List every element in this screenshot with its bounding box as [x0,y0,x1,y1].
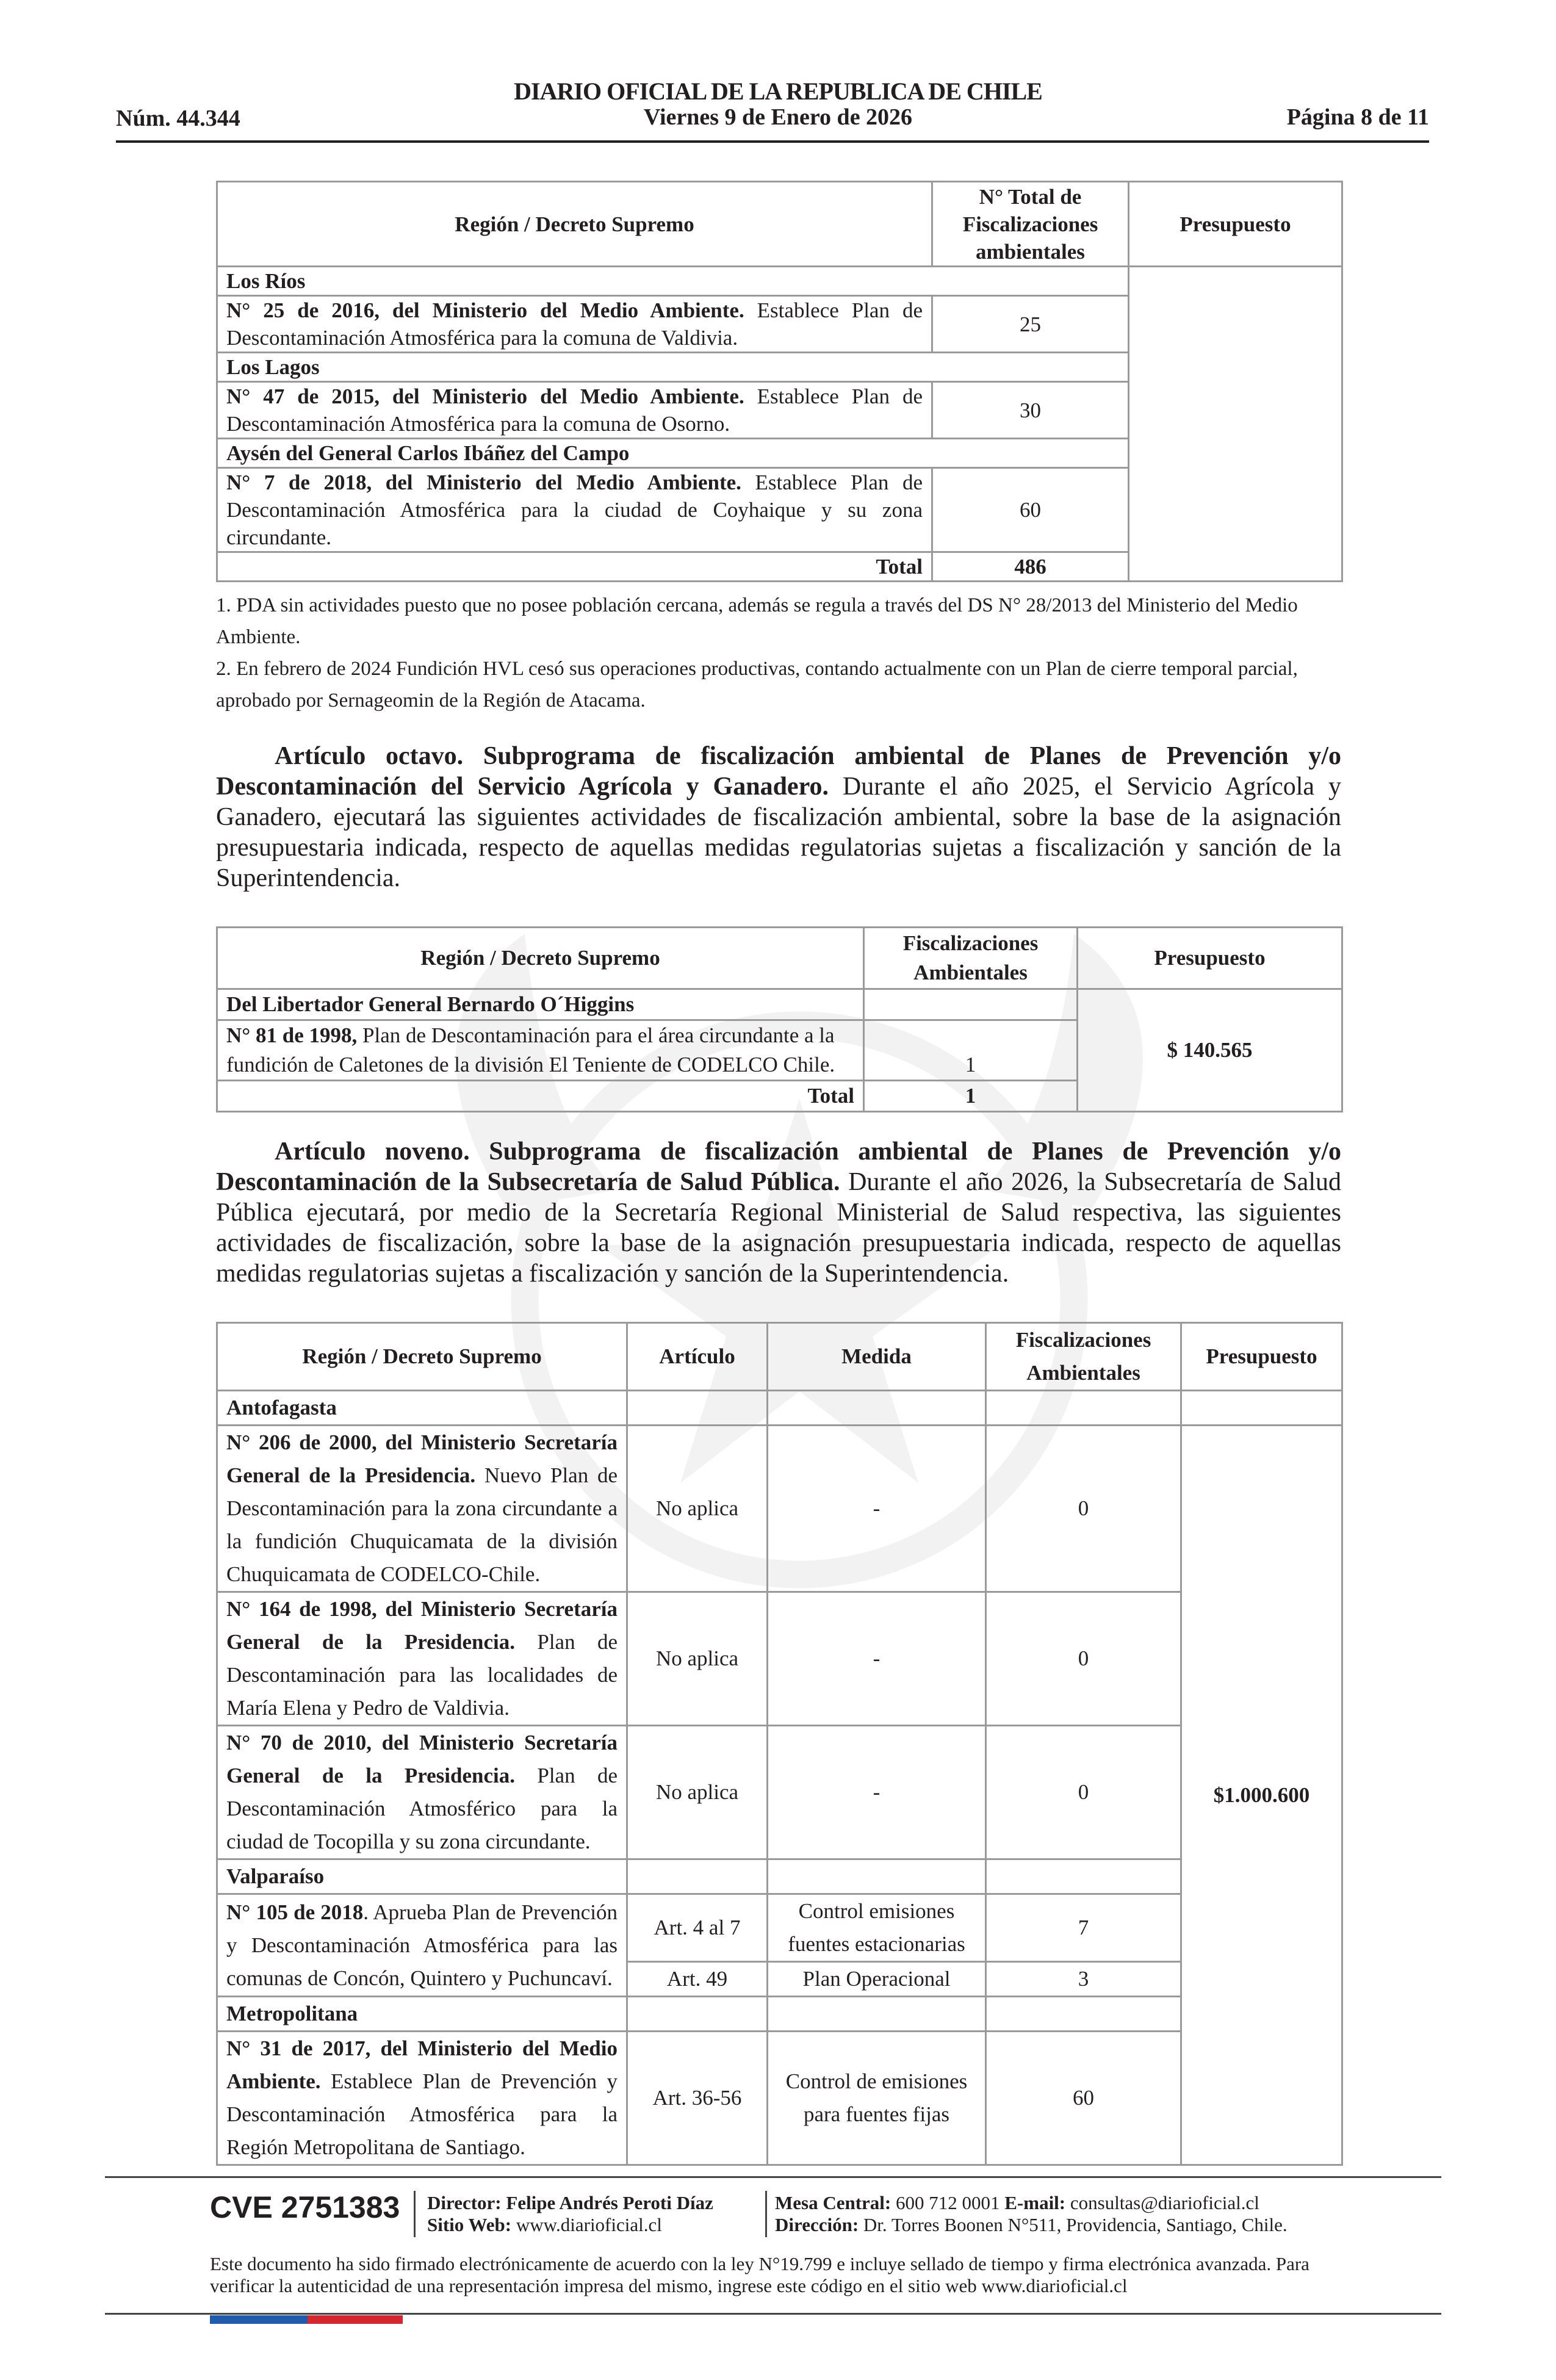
flag-red-bar [308,2315,403,2324]
flag-blue-bar [210,2315,308,2324]
count-cell: 25 [932,296,1129,353]
table-fiscalizaciones-smas [216,181,1343,582]
count-cell: 0 [986,1726,1181,1859]
table-header-fiscalizaciones: Fiscalizaciones Ambientales [864,928,1078,989]
budget-cell: $1.000.600 [1181,1426,1342,2165]
note-1: 1. PDA sin actividades puesto que no posee población cercana, además se regula a través del DS N° 28/2013 del Ministerio del Medio Ambiente. [216,594,1298,648]
table-notes [216,590,1341,716]
region-row: Los Lagos [217,353,1129,382]
empty-cell [864,989,1078,1020]
article-noveno: Artículo noveno. Subprograma de fiscalización ambiental de Planes de Prevención y/o Descontaminación de la Subsecretaría de Salud Pública. Durante el año 2026, la Subsecretaría de Salud Pública ejecutará, por medio de la Secretaría Regional Ministerial de Salud respectiva, las siguientes actividades de fiscalización, sobre la base de la asignación presupuestaria indicada, respecto de aquellas medidas regulatorias sujetas a fiscalización y sanción de la Superintendencia. [216,1138,1341,1288]
decree-cell: N° 47 de 2015, del Ministerio del Medio Ambiente. Establece Plan de Descontaminación Atmosférica para la comuna de Osorno. [217,382,932,439]
count-cell: 3 [986,1962,1181,1997]
issue-date: Viernes 9 de Enero de 2026 [643,104,913,130]
decree-cell: N° 81 de 1998, Plan de Descontaminación para el área circundante a la fundición de Caletones de la división El Teniente de CODELCO Chile. [217,1020,864,1081]
region-row: Aysén del General Carlos Ibáñez del Campo [217,439,1129,468]
table-header-region: Región / Decreto Supremo [217,1323,627,1391]
cve-code: CVE 2751383 [210,2190,400,2224]
budget-cell: $ 140.565 [1078,989,1342,1112]
article-cell: No aplica [627,1426,768,1592]
newspaper-title: DIARIO OFICIAL DE LA REPUBLICA DE CHILE [514,78,1042,105]
total-value: 1 [864,1081,1078,1112]
count-cell: 60 [986,2032,1181,2165]
header-divider [116,140,1429,143]
measure-cell: Control emisiones fuentes estacionarias [768,1894,986,1962]
region-row: Los Ríos [217,267,1129,296]
measure-cell: - [768,1726,986,1859]
total-label: Total [217,1081,864,1112]
total-value: 486 [932,552,1129,582]
email-link[interactable]: consultas@diarioficial.cl [1070,2192,1259,2213]
count-cell: 0 [986,1426,1181,1592]
article-cell: Art. 49 [627,1962,768,1997]
footer-director-block: Director: Felipe Andrés Peroti Díaz Sitio Web: www.diarioficial.cl [427,2192,713,2235]
region-row: Antofagasta [217,1391,627,1426]
table-header-budget: Presupuesto [1078,928,1342,989]
total-label: Total [217,552,932,582]
article-cell: No aplica [627,1726,768,1859]
article-octavo: Artículo octavo. Subprograma de fiscalización ambiental de Planes de Prevención y/o Descontaminación del Servicio Agrícola y Ganadero. Durante el año 2025, el Servicio Agrícola y Ganadero, ejecutará las siguientes actividades de fiscalización ambiental, sobre la base de la asignación presupuestaria indicada, respecto de aquellas medidas regulatorias sujetas a fiscalización y sanción de la Superintendencia. [216,742,1342,892]
measure-cell: - [768,1426,986,1592]
table-header-region: Región / Decreto Supremo [217,182,932,267]
table-header-article: Artículo [627,1323,768,1391]
count-cell: 0 [986,1592,1181,1726]
footer-separator [765,2191,767,2237]
region-row: Valparaíso [217,1859,627,1894]
footer-divider-bottom [105,2313,1441,2315]
website-link[interactable]: www.diarioficial.cl [516,2214,662,2235]
footer-separator [414,2191,416,2237]
article-cell: Art. 36-56 [627,2032,768,2165]
measure-cell: Control de emisiones para fuentes fijas [768,2032,986,2165]
footer-contact-block: Mesa Central: 600 712 0001 E-mail: consultas@diarioficial.cl Dirección: Dr. Torres Boonen N°511, Providencia, Santiago, Chile. [775,2192,1288,2235]
decree-cell: N° 70 de 2010, del Ministerio Secretaría General de la Presidencia. Plan de Descontaminación Atmosférico para la ciudad de Tocopilla y su zona circundante. [217,1726,627,1859]
region-row: Del Libertador General Bernardo O´Higgins [217,989,864,1020]
table-fiscalizaciones-salud [216,1322,1343,2166]
count-cell: 30 [932,382,1129,439]
table-fiscalizaciones-sag [216,926,1343,1112]
count-cell: 60 [932,468,1129,552]
table-header-budget: Presupuesto [1129,182,1342,267]
budget-cell-empty [1129,267,1342,582]
count-cell: 7 [986,1894,1181,1962]
decree-cell: N° 164 de 1998, del Ministerio Secretaría General de la Presidencia. Plan de Descontaminación para las localidades de María Elena y Pedro de Valdivia. [217,1592,627,1726]
measure-cell: Plan Operacional [768,1962,986,1997]
table-header-measure: Medida [768,1323,986,1391]
decree-cell: N° 7 de 2018, del Ministerio del Medio Ambiente. Establece Plan de Descontaminación Atmosférica para la ciudad de Coyhaique y su zona circundante. [217,468,932,552]
table-header-budget: Presupuesto [1181,1323,1342,1391]
measure-cell: - [768,1592,986,1726]
table-header-total: N° Total de Fiscalizaciones ambientales [932,182,1129,267]
footer-legal-notice: Este documento ha sido firmado electrónicamente de acuerdo con la ley N°19.799 e incluye sellado de tiempo y firma electrónica avanzada. Para verificar la autenticidad de una representación impresa del mismo, ingrese este código en el sitio web www.diarioficial.cl [210,2253,1309,2296]
footer-divider [105,2176,1441,2178]
page-number: Página 8 de 11 [1286,104,1429,130]
count-cell: 1 [864,1020,1078,1081]
decree-cell: N° 25 de 2016, del Ministerio del Medio Ambiente. Establece Plan de Descontaminación Atmosférica para la comuna de Valdivia. [217,296,932,353]
article-cell: Art. 4 al 7 [627,1894,768,1962]
table-header-fiscalizaciones: Fiscalizaciones Ambientales [986,1323,1181,1391]
table-header-region: Región / Decreto Supremo [217,928,864,989]
decree-cell: N° 206 de 2000, del Ministerio Secretaría General de la Presidencia. Nuevo Plan de Descontaminación para la zona circundante a la fundición Chuquicamata de la división Chuquicamata de CODELCO-Chile. [217,1426,627,1592]
article-cell: No aplica [627,1592,768,1726]
decree-cell: N° 105 de 2018. Aprueba Plan de Prevención y Descontaminación Atmosférica para las comunas de Concón, Quintero y Puchuncaví. [217,1894,627,1997]
region-row: Metropolitana [217,1997,627,2032]
decree-cell: N° 31 de 2017, del Ministerio del Medio Ambiente. Establece Plan de Prevención y Descontaminación Atmosférica para la Región Metropolitana de Santiago. [217,2032,627,2165]
note-2: 2. En febrero de 2024 Fundición HVL cesó sus operaciones productivas, contando actualmente con un Plan de cierre temporal parcial, aprobado por Sernageomin de la Región de Atacama. [216,658,1298,712]
issue-number: Núm. 44.344 [116,106,240,131]
